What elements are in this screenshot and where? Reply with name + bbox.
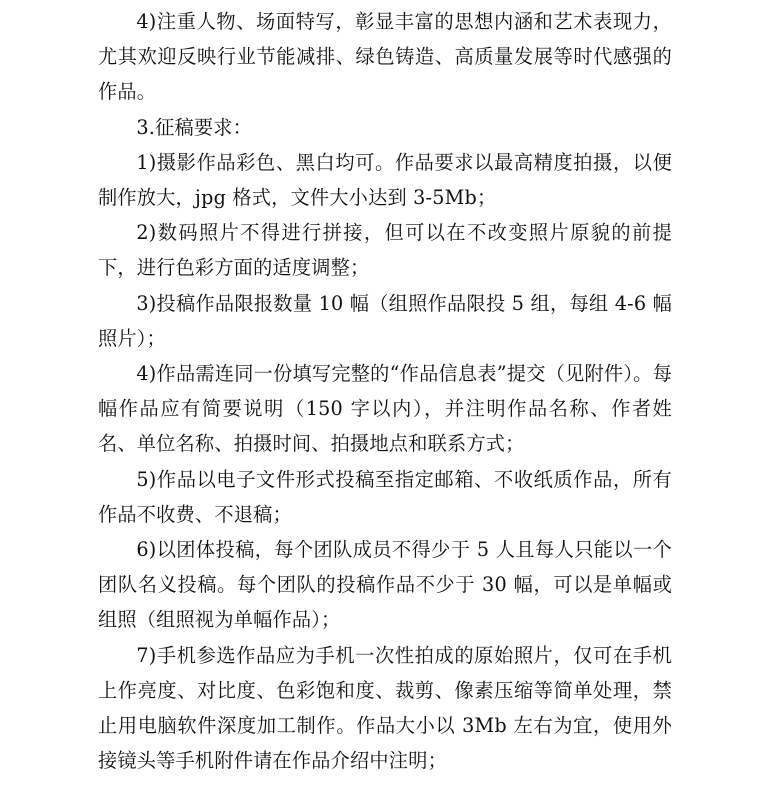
paragraph-4-feature-focus: 4)注重人物、场面特写，彰显丰富的思想内涵和艺术表现力，尤其欢迎反映行业节能减排、绿色铸造、高质量发展等时代感强的作品。 bbox=[98, 10, 672, 104]
section-heading-submission-requirements: 3.征稿要求： bbox=[136, 115, 253, 139]
requirement-3-submission-limit: 3)投稿作品限报数量 10 幅（组照作品限投 5 组，每组 4-6 幅照片）； bbox=[98, 291, 672, 350]
requirement-2-digital-editing: 2)数码照片不得进行拼接，但可以在不改变照片原貌的前提下，进行色彩方面的适度调整； bbox=[98, 221, 672, 280]
requirement-7-mobile-photos: 7)手机参选作品应为手机一次性拍成的原始照片，仅可在手机上作亮度、对比度、色彩饱和度、裁剪、像素压缩等简单处理，禁止用电脑软件深度加工制作。作品大小以 3Mb 左右为宜，使用外接镜头等手机附件请在作品介绍中注明； bbox=[98, 643, 672, 773]
requirement-6-team-submission: 6)以团体投稿，每个团队成员不得少于 5 人且每人只能以一个团队名义投稿。每个团队的投稿作品不少于 30 幅，可以是单幅或组照（组照视为单幅作品）； bbox=[98, 538, 672, 632]
requirement-4-information-form: 4)作品需连同一份填写完整的“作品信息表”提交（见附件）。每幅作品应有简要说明（150 字以内），并注明作品名称、作者姓名、单位名称、拍摄时间、拍摄地点和联系方式； bbox=[98, 362, 672, 456]
requirement-5-electronic-submission: 5)作品以电子文件形式投稿至指定邮箱、不收纸质作品，所有作品不收费、不退稿； bbox=[98, 467, 672, 526]
requirement-1-photo-format: 1)摄影作品彩色、黑白均可。作品要求以最高精度拍摄，以便制作放大，jpg 格式，文件大小达到 3-5Mb； bbox=[98, 150, 672, 210]
document-body bbox=[98, 4, 672, 778]
